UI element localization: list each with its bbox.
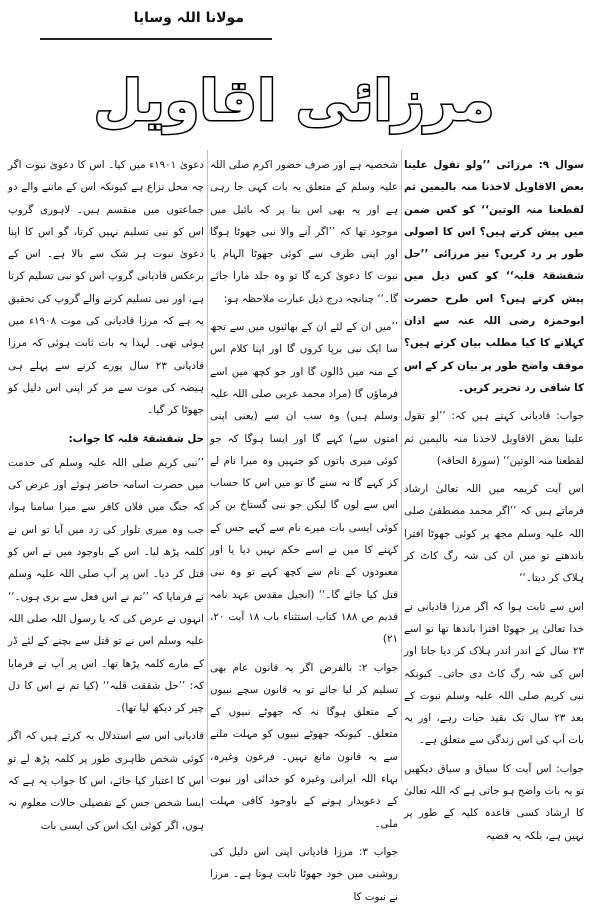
body-paragraph: قادیانی اس سے استدلال یہ کرتے ہیں کہ اگر کوئی شخص ظاہری طور پر کلمہ پڑھ لے تو اس کا اعتبار کیا جائے، اس کا جواب یہ ہے کہ ایسا شخص جس کے تفصیلی حالات معلوم نہ ہوں، اگر کوئی ایک اس کی ایسی بات (8, 730, 204, 832)
answer-paragraph: جواب: اس آیت کا سیاق و سباق دیکھیں تو یہ بات واضح ہو جاتی ہے کہ اللہ تعالیٰ کا ارشاد کسی قاعدہ کلیہ کے طور پر نہیں ہے، بلکہ یہ قضیہ (404, 762, 584, 842)
column-right (404, 154, 584, 842)
column-middle (210, 154, 399, 903)
answer-paragraph: جواب ۳: مرزا قادیانی اپنی اس دلیل کی روشنی میں خود جھوٹا ثابت ہوتا ہے۔ مرزا نے نبوت کا (210, 845, 399, 903)
column-divider (401, 150, 402, 780)
title-text: مرزائی اقاویل (93, 69, 495, 134)
body-paragraph: اس آیت کریمہ میں اللہ تعالیٰ ارشاد فرماتے ہیں کہ ’’اگر محمد مصطفیٰ صلی اللہ علیہ وسلم مجھ پر کوئی جھوٹا افترا باندھتے تو میں ان کی شہ رگ کاٹ کر ہلاک کر دیتا۔‘‘ (404, 483, 584, 585)
question-paragraph: سوال ۹: مرزائی ’’ولو تقول علینا بعض الاقاویل لاخذنا منہ بالیمین ثم لقطعنا منہ الوتین‘‘ کو کس ضمن میں پیش کرتے ہیں؟ اس کا اصولی طور پر رد کریں؟ نیز مرزائی ’’حل شقشقۃ قلبہ‘‘ کو کس ذیل میں پیش کرتے ہیں؟ اس طرح حضرت ابوحمزہ رضی اللہ عنہ سے اذان کہلانے کا کیا مطلب بیان کرتے ہیں؟ موقف واضح طور پر بیان کر کے اس کا شافی رد تحریر کریں۔ (404, 159, 584, 394)
article-title (93, 56, 495, 140)
body-paragraph: شخصیہ ہے اور صرف حضور اکرم صلی اللہ علیہ وسلم کے متعلق یہ بات کہی جا رہی ہے اور یہ بھی اس بنا پر کہ بائبل میں موجود تھا کہ ’’اگر آنے والا نبی جھوٹا ہوگا اور اپنی طرف سے کوئی جھوٹا الہام یا نبوت کا دعویٰ کرے گا تو وہ جلد مارا جائے گا۔‘‘ چنانچہ درج ذیل عبارت ملاحظہ ہو: (210, 159, 398, 305)
column-divider (207, 150, 208, 780)
quotation-paragraph: ’’میں ان کے لئے ان کے بھائیوں میں سے تجھ سا ایک نبی برپا کروں گا اور اپنا کلام اس کے منہ میں ڈالوں گا اور جو کچھ میں اسے فرماؤں گا (مراد محمد عربی صلی اللہ علیہ وسلم ہیں) وہ سب ان سے (یعنی اپنی امتوں سے) کہے گا اور ایسا ہوگا کہ جو کوئی میری باتوں کو جنہیں وہ میرا نام لے کر کہے گا نہ سنے گا تو میں اس کا حساب اس سے لوں گا لیکن جو نبی گستاخ بن کر کوئی ایسی بات میرے نام سے کہے جس کے کہنے کا میں نے اسے حکم نہیں دیا یا اور معبودوں کے نام سے کچھ کہے تو وہ نبی قتل کیا جائے گا۔‘‘ (انجیل مقدس عہد نامہ قدیم ص ۱۸۸ کتاب استثناء باب ۱۸ آیت ۲۰، ۲۱) (210, 321, 399, 646)
byline-underline (40, 38, 272, 40)
quotation-paragraph: ’’نبی کریم صلی اللہ علیہ وسلم کی خدمت میں حضرت اسامہ حاضر ہوئے اور عرض کی کہ جنگ میں فلاں کافر سے میرا سامنا ہوا، جب وہ میری تلوار کی زد میں آیا تو اس نے کلمہ پڑھ لیا۔ اس کے باوجود میں نے اس کو قتل کر دیا۔ اس پر آپ صلی اللہ علیہ وسلم نے فرمایا کہ ’’تم نے اس فعل سے بری ہوں۔‘‘ انہوں نے عرض کی کہ یا رسول اللہ صلی اللہ علیہ وسلم اس نے تو قتل سے بچنے کے لئے ڈر کے مارے کلمہ پڑھا تھا۔ اس پر آپ نے فرمایا کہ: ’’حل شققت قلبہ‘‘ (کیا تم نے اس کا دل چیر کر دیکھ لیا تھا)۔ (8, 456, 204, 715)
author-byline: مولانا اللہ وسایا (133, 10, 244, 26)
answer-paragraph: جواب: قادیانی کہتے ہیں کہ: ’’لو تقول علینا بعض الاقاویل لاخذنا منہ بالیمین ثم لقطعنا منہ الوتین‘‘ (سورۃ الحاقہ) (404, 410, 584, 467)
answer-paragraph: جواب ۲: بالفرض اگر یہ قانون عام بھی تسلیم کر لیا جائے تو یہ قانون سچے نبیوں کے متعلق ہوگا نہ کہ جھوٹے نبیوں کے متعلق۔ کیونکہ جھوٹے نبیوں کو مہلت ملنے سے یہ قانون مانع نہیں۔ فرعون وغیرہ، بہاء اللہ ایرانی وغیرہ کو خدائی اور نبوت کے دعویدار ہونے کے باوجود کافی مہلت ملی۔ (210, 661, 399, 830)
section-heading: حل شقشقۃ قلبہ کا جواب: (68, 432, 204, 445)
title-calligraphy (93, 56, 495, 140)
column-left (8, 154, 205, 832)
body-paragraph: دعویٰ ۱۹۰۱ء میں کیا۔ اس کا دعویٰ نبوت اگر چہ محل نزاع ہے کیونکہ اس کے ماننے والے دو جماعتوں میں منقسم ہیں۔ لاہوری گروپ اس کو نبی تسلیم نہیں کرتا، گو اس کا اپنا دعویٰ نبوت ہر شک سے بالا ہے۔ اس کے برعکس قادیانی گروپ اس کو نبی تسلیم کرتا ہے، اور نبی تسلیم کرنے والے گروپ کی تحقیق یہ ہے کہ مرزا قادیانی کی موت ۱۹۰۸ء میں ہوئی تھی۔ لہذا یہ بات ثابت ہوئی کہ مرزا قادیانی ۲۳ سال پورے کرنے سے پہلے ہی ہیضہ کی موت سے مر کر اپنی اس دلیل کو جھوٹا کر گیا۔ (8, 159, 205, 417)
body-paragraph: اس سے ثابت ہوا کہ اگر مرزا قادیانی نے خدا تعالیٰ پر جھوٹا افترا باندھا تھا تو اسے ۲۳ سال کے اندر اندر ہلاک کر دیا جاتا اور اس کی شہ رگ کاٹ دی جاتی۔ کیونکہ نبی کریم صلی اللہ علیہ وسلم نبوت کے بعد ۲۳ سال تک بقید حیات رہے، اور یہ بات آپ کی اس زندگی سے متعلق ہے۔ (404, 600, 584, 747)
